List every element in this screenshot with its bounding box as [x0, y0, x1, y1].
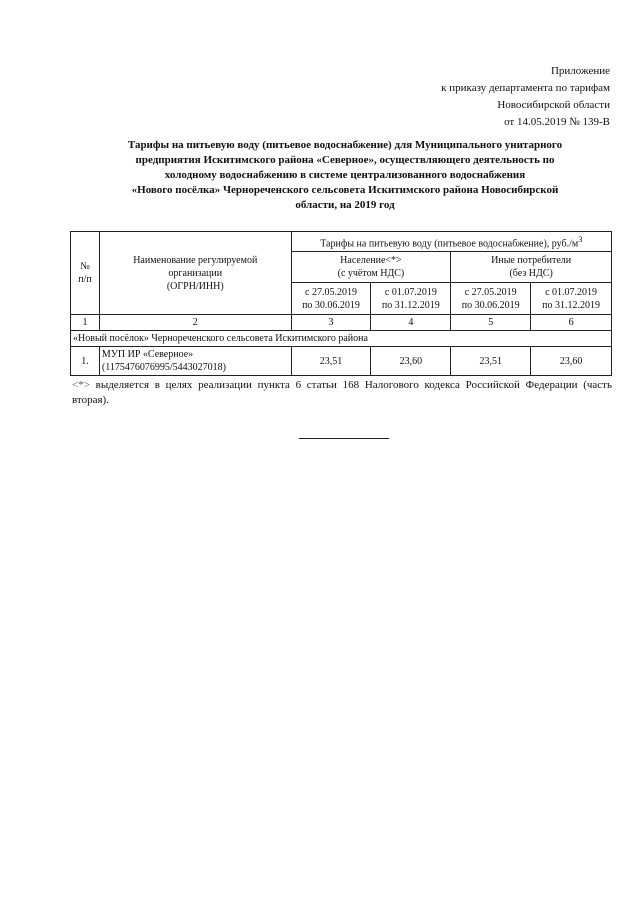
- period-from: с 27.05.2019: [464, 286, 517, 298]
- group-other-consumers: [451, 252, 612, 283]
- period-cell: [531, 283, 612, 315]
- section-label: «Новый посёлок» Чернореченского сельсовета Искитимского района: [71, 331, 612, 347]
- period-to: по 30.06.2019: [461, 299, 520, 311]
- header-org-line: (ОГРН/ИНН): [166, 280, 224, 292]
- tariff-value: 23,60: [371, 347, 451, 376]
- period-from: с 01.07.2019: [545, 286, 598, 298]
- appendix-header: [441, 63, 610, 131]
- tariffs-table: [70, 231, 612, 376]
- period-cell: [371, 283, 451, 315]
- organization-cell: [99, 347, 291, 376]
- header-org-line: организации: [168, 267, 223, 279]
- title-line: холодному водоснабжению в системе централизованного водоснабжения: [164, 169, 526, 181]
- column-number: 2: [99, 315, 291, 331]
- column-number: 1: [71, 315, 100, 331]
- appendix-region: Новосибирской области: [497, 99, 610, 111]
- period-to: по 31.12.2019: [381, 299, 440, 311]
- title-line: предприятия Искитимского района «Северное», осуществляющего деятельность по: [135, 154, 555, 166]
- group-population-label: Население<*>: [340, 255, 402, 267]
- header-tariffs-unit-exponent: 3: [578, 235, 583, 244]
- organization-ids: (1175476076995/5443027018): [101, 362, 226, 374]
- header-number-abbrev: п/п: [78, 274, 92, 286]
- column-number: 5: [451, 315, 531, 331]
- appendix-order-date: от 14.05.2019 № 139-В: [504, 116, 610, 128]
- tariff-value: 23,51: [451, 347, 531, 376]
- column-number: 3: [291, 315, 371, 331]
- row-number: 1.: [71, 347, 100, 376]
- title-line: «Нового посёлка» Чернореченского сельсовета Искитимского района Новосибирской: [131, 184, 559, 196]
- group-population: [291, 252, 451, 283]
- group-other-label: Иные потребители: [491, 255, 572, 267]
- footnote-marker: <*>: [72, 379, 90, 391]
- tariff-value: 23,60: [531, 347, 612, 376]
- column-number: 4: [371, 315, 451, 331]
- document-title: [78, 138, 612, 213]
- title-line: Тарифы на питьевую воду (питьевое водоснабжение) для Муниципального унитарного: [127, 139, 563, 151]
- period-from: с 27.05.2019: [305, 286, 357, 298]
- footnote: [72, 378, 612, 408]
- column-number: 6: [531, 315, 612, 331]
- period-cell: [291, 283, 371, 315]
- table-row: [71, 347, 612, 376]
- organization-name: МУП ИР «Северное»: [101, 349, 194, 361]
- header-number-sign: №: [80, 261, 90, 273]
- period-to: по 31.12.2019: [542, 299, 600, 311]
- header-org-line: Наименование регулируемой: [133, 254, 258, 266]
- period-to: по 30.06.2019: [302, 299, 360, 311]
- closing-divider: [299, 438, 389, 439]
- footnote-text: выделяется в целях реализации пункта 6 статьи 168 Налогового кодекса Российской Федерации (часть вторая).: [72, 379, 612, 406]
- header-organization: [99, 232, 291, 315]
- group-other-vat: (без НДС): [509, 268, 553, 280]
- header-row-number: [71, 232, 100, 315]
- header-tariffs-text: Тарифы на питьевую воду (питьевое водоснабжение), руб./м: [320, 238, 579, 250]
- appendix-order-ref: к приказу департамента по тарифам: [441, 82, 610, 94]
- appendix-title: Приложение: [550, 65, 610, 77]
- period-cell: [451, 283, 531, 315]
- group-population-vat: (с учётом НДС): [337, 268, 405, 280]
- title-line: области, на 2019 год: [295, 199, 395, 211]
- tariff-value: 23,51: [291, 347, 371, 376]
- period-from: с 01.07.2019: [384, 286, 437, 298]
- header-tariffs: [291, 232, 611, 252]
